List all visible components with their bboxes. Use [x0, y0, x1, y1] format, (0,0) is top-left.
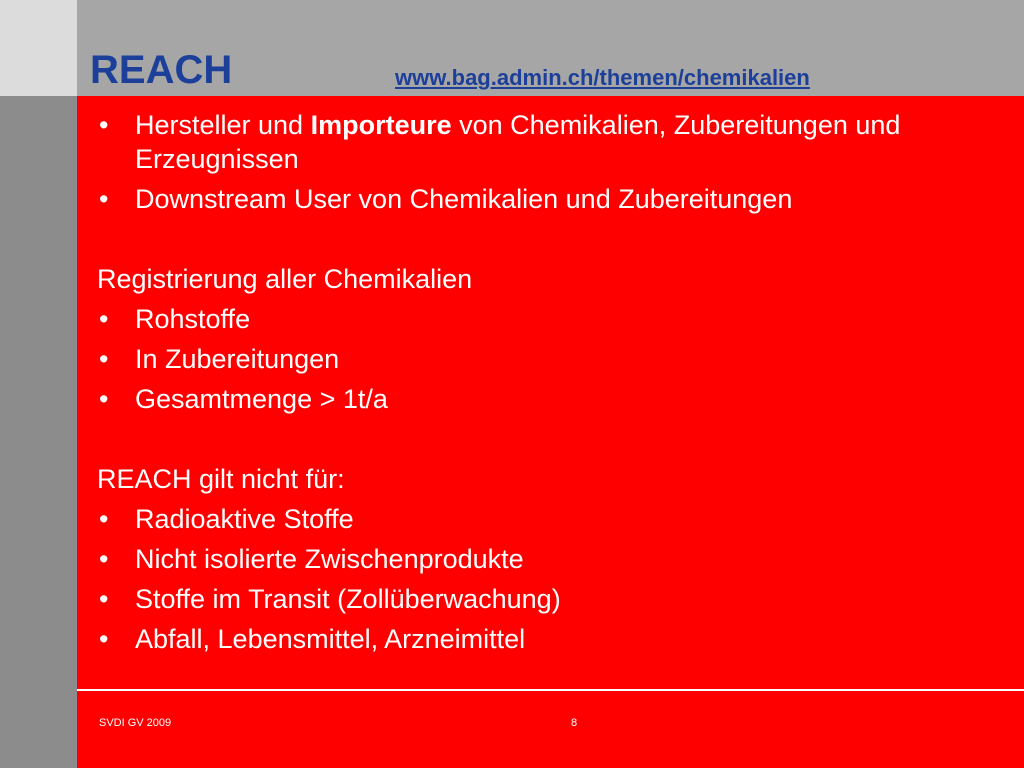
bullet-text-pre: Hersteller und	[135, 110, 311, 140]
left-top-panel	[0, 0, 77, 96]
section-registrierung-heading: Registrierung aller Chemikalien	[97, 264, 473, 294]
spacer	[97, 222, 997, 262]
left-side-band	[0, 96, 77, 768]
bullet-zubereitungen: • In Zubereitungen	[97, 342, 997, 376]
page-number: 8	[571, 717, 578, 729]
bullet-rohstoffe: • Rohstoffe	[97, 302, 997, 336]
section-exclusions-heading: REACH gilt nicht für:	[97, 464, 345, 494]
bullet-radioaktive: • Radioaktive Stoffe	[97, 502, 997, 536]
spacer	[97, 422, 997, 462]
slide-content	[97, 108, 997, 662]
bullet-abfall: • Abfall, Lebensmittel, Arzneimittel	[97, 622, 997, 656]
chemikalien-link[interactable]: www.bag.admin.ch/themen/chemikalien	[395, 65, 810, 90]
footer-label: SVDI GV 2009	[99, 717, 172, 729]
bullet-hersteller	[97, 108, 997, 176]
slide-title: REACH	[90, 48, 233, 92]
bullet-transit: • Stoffe im Transit (Zollüberwachung)	[97, 582, 997, 616]
bullet-text-bold: Importeure	[310, 110, 452, 140]
bullet-zwischenprodukte: • Nicht isolierte Zwischenprodukte	[97, 542, 997, 576]
footer-divider	[77, 689, 1024, 691]
bullet-gesamtmenge: • Gesamtmenge > 1t/a	[97, 382, 997, 416]
bullet-downstream: • Downstream User von Chemikalien und Zubereitungen	[97, 182, 997, 216]
bullet-text-post: von Chemikalien, Zubereitungen und Erzeugnissen	[135, 110, 901, 174]
